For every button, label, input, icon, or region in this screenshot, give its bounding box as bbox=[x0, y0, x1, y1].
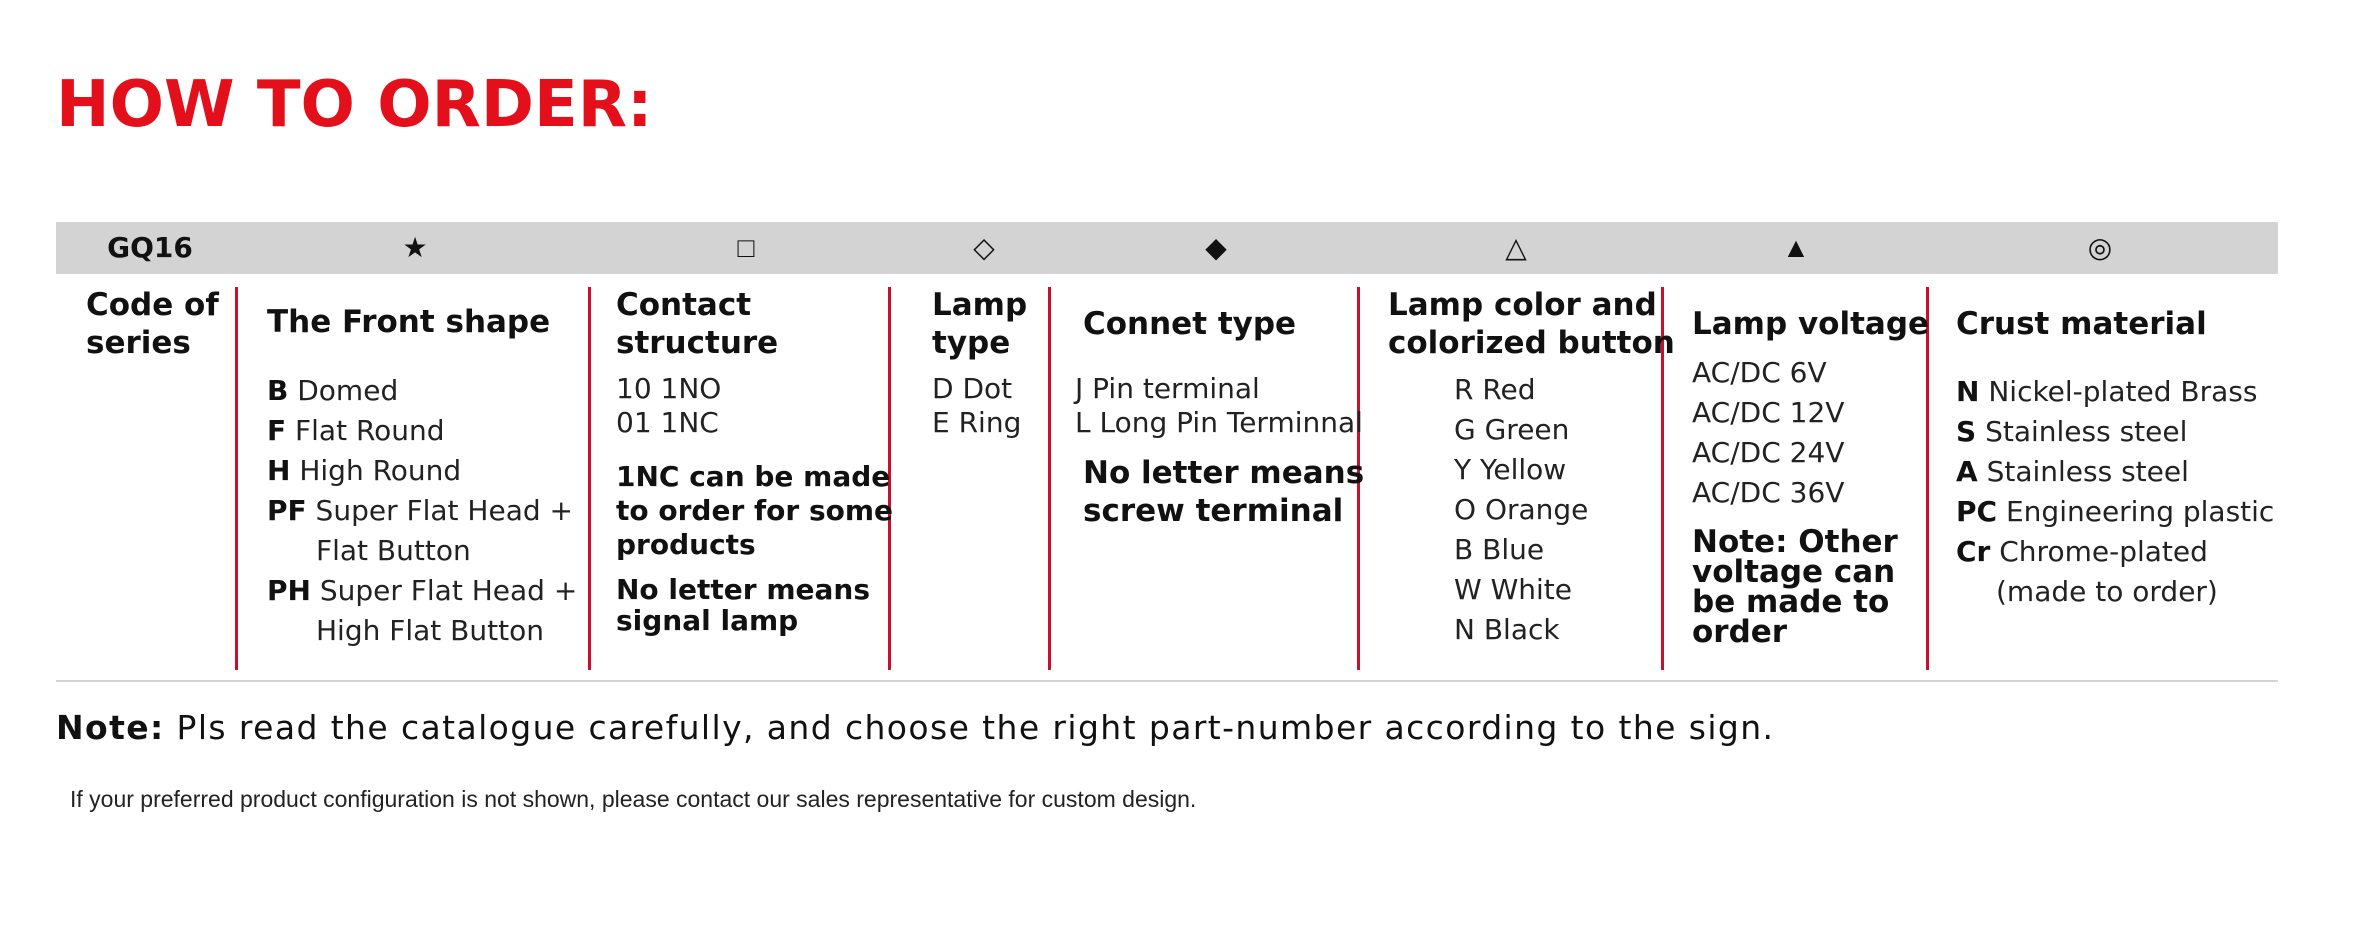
series-heading-line1: Code of bbox=[86, 287, 219, 323]
front-shape-option: B Domed bbox=[267, 374, 399, 407]
lamp-color-option: N Black bbox=[1454, 613, 1560, 646]
front-shape-option-cont: Flat Button bbox=[316, 534, 471, 567]
footer-note bbox=[56, 708, 1774, 747]
connect-type-note: No letter means bbox=[1083, 455, 1365, 491]
lamp-color-column bbox=[1388, 286, 1675, 650]
lamp-type-option: D Dot bbox=[932, 372, 1013, 405]
crust-material-option: PC Engineering plastic bbox=[1956, 495, 2275, 528]
connect-type-heading: Connet type bbox=[1083, 306, 1297, 342]
connect-type-note: screw terminal bbox=[1083, 493, 1344, 529]
star-icon: ★ bbox=[402, 232, 428, 263]
bullseye-icon: ◎ bbox=[2087, 232, 2113, 263]
column-separator bbox=[588, 287, 591, 670]
series-heading-line2: series bbox=[86, 325, 191, 361]
column-separator bbox=[1048, 287, 1051, 670]
lamp-voltage-heading: Lamp voltage bbox=[1692, 306, 1930, 342]
lamp-color-option: G Green bbox=[1454, 413, 1570, 446]
footer-disclaimer: If your preferred product configuration is not shown, please contact our sales representative for custom design. bbox=[70, 786, 1197, 812]
lamp-voltage-option: AC/DC 6V bbox=[1692, 356, 1827, 389]
lamp-color-heading-line2: colorized button bbox=[1388, 325, 1675, 361]
crust-material-option: N Nickel-plated Brass bbox=[1956, 375, 2258, 408]
crust-material-option: A Stainless steel bbox=[1956, 455, 2189, 488]
lamp-voltage-option: AC/DC 12V bbox=[1692, 396, 1845, 429]
connect-type-column bbox=[1075, 286, 1364, 530]
contact-note: No letter means bbox=[616, 573, 870, 606]
lamp-color-heading-line1: Lamp color and bbox=[1388, 287, 1657, 323]
contact-column bbox=[616, 286, 893, 636]
page-title: HOW TO ORDER: bbox=[56, 68, 653, 142]
contact-note: 1NC can be made bbox=[616, 460, 891, 493]
diamond-filled-icon: ◆ bbox=[1205, 232, 1227, 263]
series-code: GQ16 bbox=[107, 231, 193, 264]
lamp-voltage-note: voltage can bbox=[1692, 554, 1896, 590]
contact-heading-line2: structure bbox=[616, 325, 779, 361]
crust-material-option-cont: (made to order) bbox=[1996, 575, 2218, 608]
front-shape-option-cont: High Flat Button bbox=[316, 614, 544, 647]
contact-note: to order for some bbox=[616, 494, 894, 527]
table-bottom-rule bbox=[56, 680, 2278, 682]
lamp-voltage-note: be made to bbox=[1692, 584, 1890, 620]
diamond-outline-icon: ◇ bbox=[973, 232, 995, 263]
contact-note: signal lamp bbox=[616, 604, 799, 637]
front-shape-heading: The Front shape bbox=[267, 304, 551, 340]
lamp-voltage-option: AC/DC 24V bbox=[1692, 436, 1845, 469]
crust-material-column bbox=[1956, 286, 2274, 612]
contact-option: 01 1NC bbox=[616, 406, 719, 439]
contact-heading-line1: Contact bbox=[616, 287, 752, 323]
code-bar bbox=[56, 222, 2278, 274]
column-separator bbox=[235, 287, 238, 670]
front-shape-option: PH Super Flat Head + bbox=[267, 574, 578, 607]
triangle-outline-icon: △ bbox=[1505, 232, 1527, 263]
lamp-type-option: E Ring bbox=[932, 406, 1022, 439]
lamp-color-option: B Blue bbox=[1454, 533, 1545, 566]
front-shape-option: PF Super Flat Head + bbox=[267, 494, 573, 527]
square-icon: □ bbox=[737, 232, 755, 263]
lamp-type-heading-line1: Lamp bbox=[932, 287, 1028, 323]
crust-material-option: Cr Chrome-plated bbox=[1956, 535, 2208, 568]
lamp-color-option: R Red bbox=[1454, 373, 1536, 406]
contact-note: products bbox=[616, 528, 756, 561]
lamp-color-option: W White bbox=[1454, 573, 1573, 606]
lamp-color-option: O Orange bbox=[1454, 493, 1589, 526]
contact-option: 10 1NO bbox=[616, 372, 722, 405]
lamp-color-option: Y Yellow bbox=[1454, 453, 1567, 486]
footer-note-label: Note: bbox=[56, 708, 165, 747]
front-shape-option: F Flat Round bbox=[267, 414, 445, 447]
lamp-voltage-note: order bbox=[1692, 614, 1788, 650]
front-shape-column bbox=[267, 286, 577, 651]
lamp-type-heading-line2: type bbox=[932, 325, 1011, 361]
triangle-filled-icon: ▲ bbox=[1782, 232, 1810, 263]
crust-material-option: S Stainless steel bbox=[1956, 415, 2188, 448]
lamp-voltage-option: AC/DC 36V bbox=[1692, 476, 1845, 509]
footer-note-text: Pls read the catalogue carefully, and choose the right part-number according to the sign. bbox=[164, 708, 1775, 747]
lamp-voltage-note: Note: Other bbox=[1692, 524, 1898, 560]
connect-type-option: J Pin terminal bbox=[1075, 372, 1260, 405]
connect-type-option: L Long Pin Terminnal bbox=[1075, 406, 1363, 439]
lamp-type-column bbox=[932, 286, 1027, 440]
front-shape-option: H High Round bbox=[267, 454, 462, 487]
lamp-voltage-column bbox=[1692, 286, 1930, 650]
crust-material-heading: Crust material bbox=[1956, 306, 2207, 342]
series-column bbox=[86, 286, 219, 362]
